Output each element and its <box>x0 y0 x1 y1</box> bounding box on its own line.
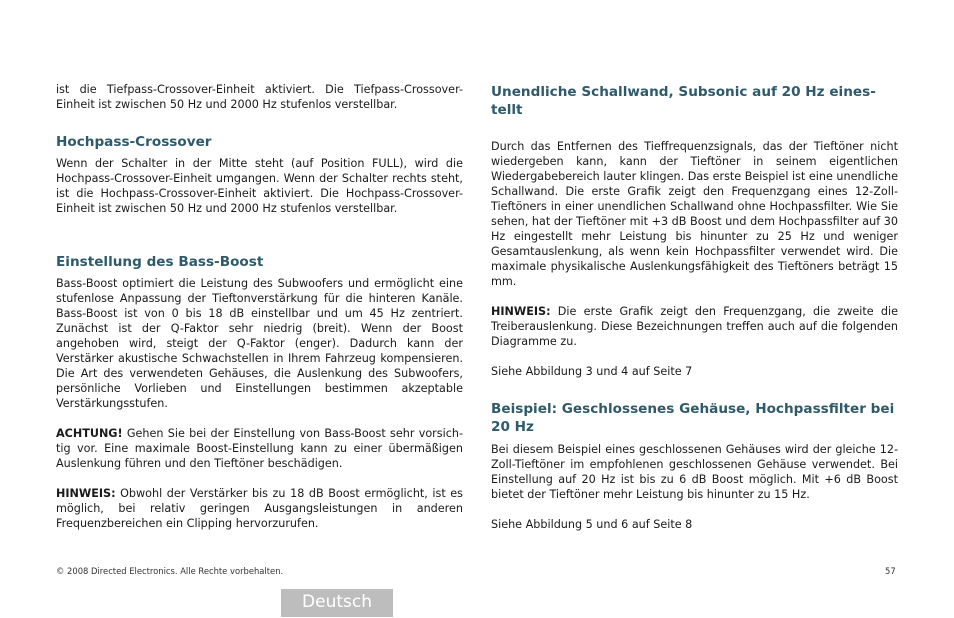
hinweis-paragraph-left <box>56 486 463 531</box>
schallwand-heading: Unendliche Schallwand, Subsonic auf 20 Hz einestellt <box>491 84 876 118</box>
beispiel-heading: Beispiel: Geschlossenes Gehäuse, Hochpassfilter bei 20 Hz <box>491 401 895 435</box>
siehe-reference-1: Siehe Abbildung 3 und 4 auf Seite 7 <box>491 365 693 378</box>
hinweis-paragraph-right <box>491 304 898 349</box>
bassboost-paragraph: Bass-Boost optimiert die Leistung des Subwoofers und ermöglicht eine stufenlose Anpassung der Tieftonverstärkung für die hinteren Kanäle. Bass-Boost ist von 0 bis 18 dB einstellbar und um 45 Hz zentriert. Zunächst ist der Q-Faktor sehr niedrig (breit). Wenn der Boost angehoben wird, steigt der Q-Faktor (enger). Dadurch kann der Verstärker akustische Schwachstellen in Ihrem Fahrzeug kompensieren. Die Art des verwendeten Gehäuses, die Auslenkung des Subwoofers, persönliche Vorlieben und Einstellungen bestimmen akzeptable Verstärkungsstufen. <box>56 277 463 410</box>
intro-paragraph: ist die Tiefpass-Crossover-Einheit aktiviert. Die Tiefpass-Crossover-Einheit ist zwischen 50 Hz und 2000 Hz stufenlos verstellbar. <box>56 83 463 111</box>
bassboost-heading: Einstellung des Bass-Boost <box>56 254 264 270</box>
hinweis-text-left: Obwohl der Verstärker bis zu 18 dB Boost ermöglicht, ist es möglich, bei relativ geringen Ausgangsleistungen in anderen Frequenzbereichen ein Clipping hervorzurufen. <box>56 487 463 530</box>
achtung-label: ACHTUNG! <box>56 427 123 440</box>
achtung-paragraph <box>56 426 463 471</box>
page-number: 57 <box>885 566 896 576</box>
achtung-text: Gehen Sie bei der Einstellung von Bass-Boost sehr vorsichtig vor. Eine maximale Boost-Einstellung kann zu einer übermäßigen Auslenkung führen und den Tieftöner beschädigen. <box>56 427 463 470</box>
hochpass-paragraph: Wenn der Schalter in der Mitte steht (auf Position FULL), wird die Hochpass-Crossover-Einheit umgangen. Wenn der Schalter rechts steht, ist die Hochpass-Crossover-Einheit aktiviert. Die Hochpass-Crossover-Einheit ist zwischen 50 Hz und 2000 Hz stufenlos verstellbar. <box>56 157 463 215</box>
siehe-reference-2: Siehe Abbildung 5 und 6 auf Seite 8 <box>491 518 693 531</box>
hinweis-label-right: HINWEIS: <box>491 305 551 318</box>
hochpass-heading: Hochpass-Crossover <box>56 134 212 150</box>
copyright-footer: © 2008 Directed Electronics. Alle Rechte vorbehalten. <box>56 566 284 576</box>
hinweis-text-right: Die erste Grafik zeigt den Frequenzgang, die zweite die Treiberauslenkung. Diese Bezeichnungen treffen auch auf die folgenden Diagramme zu. <box>491 305 898 348</box>
beispiel-paragraph: Bei diesem Beispiel eines geschlossenen Gehäuses wird der gleiche 12-Zoll-Tieftöner im empfohlenen geschlossenen Gehäuse verwendet. Bei Einstellung auf 20 Hz ist bis zu 6 dB Boost möglich. Mit +6 dB Boost bietet der Tieftöner mehr Leistung bis hinunter zu 15 Hz. <box>491 443 898 501</box>
language-tab: Deutsch <box>281 589 393 617</box>
hinweis-label-left: HINWEIS: <box>56 487 116 500</box>
schallwand-paragraph: Durch das Entfernen des Tieffrequenzsignals, das der Tieftöner nicht wiedergeben kann, kann der Tieftöner in seinem eigentlichen Wiedergabebereich lauter klingen. Das erste Beispiel ist eine unendliche Schallwand. Die erste Grafik zeigt den Frequenzgang eines 12-Zoll-Tieftöners in einer unendlichen Schallwand ohne Hochpassfilter. Wie Sie sehen, hat der Tieftöner mit +3 dB Boost und dem Hochpassfilter auf 30 Hz eingestellt mehr Leistung bis hinunter zu 25 Hz und weniger Gesamtauslenkung, als wenn kein Hochpassfilter verwendet wird. Die maximale physikalische Auslenkungsfähigkeit des Tieftöners beträgt 15 mm. <box>491 140 898 288</box>
